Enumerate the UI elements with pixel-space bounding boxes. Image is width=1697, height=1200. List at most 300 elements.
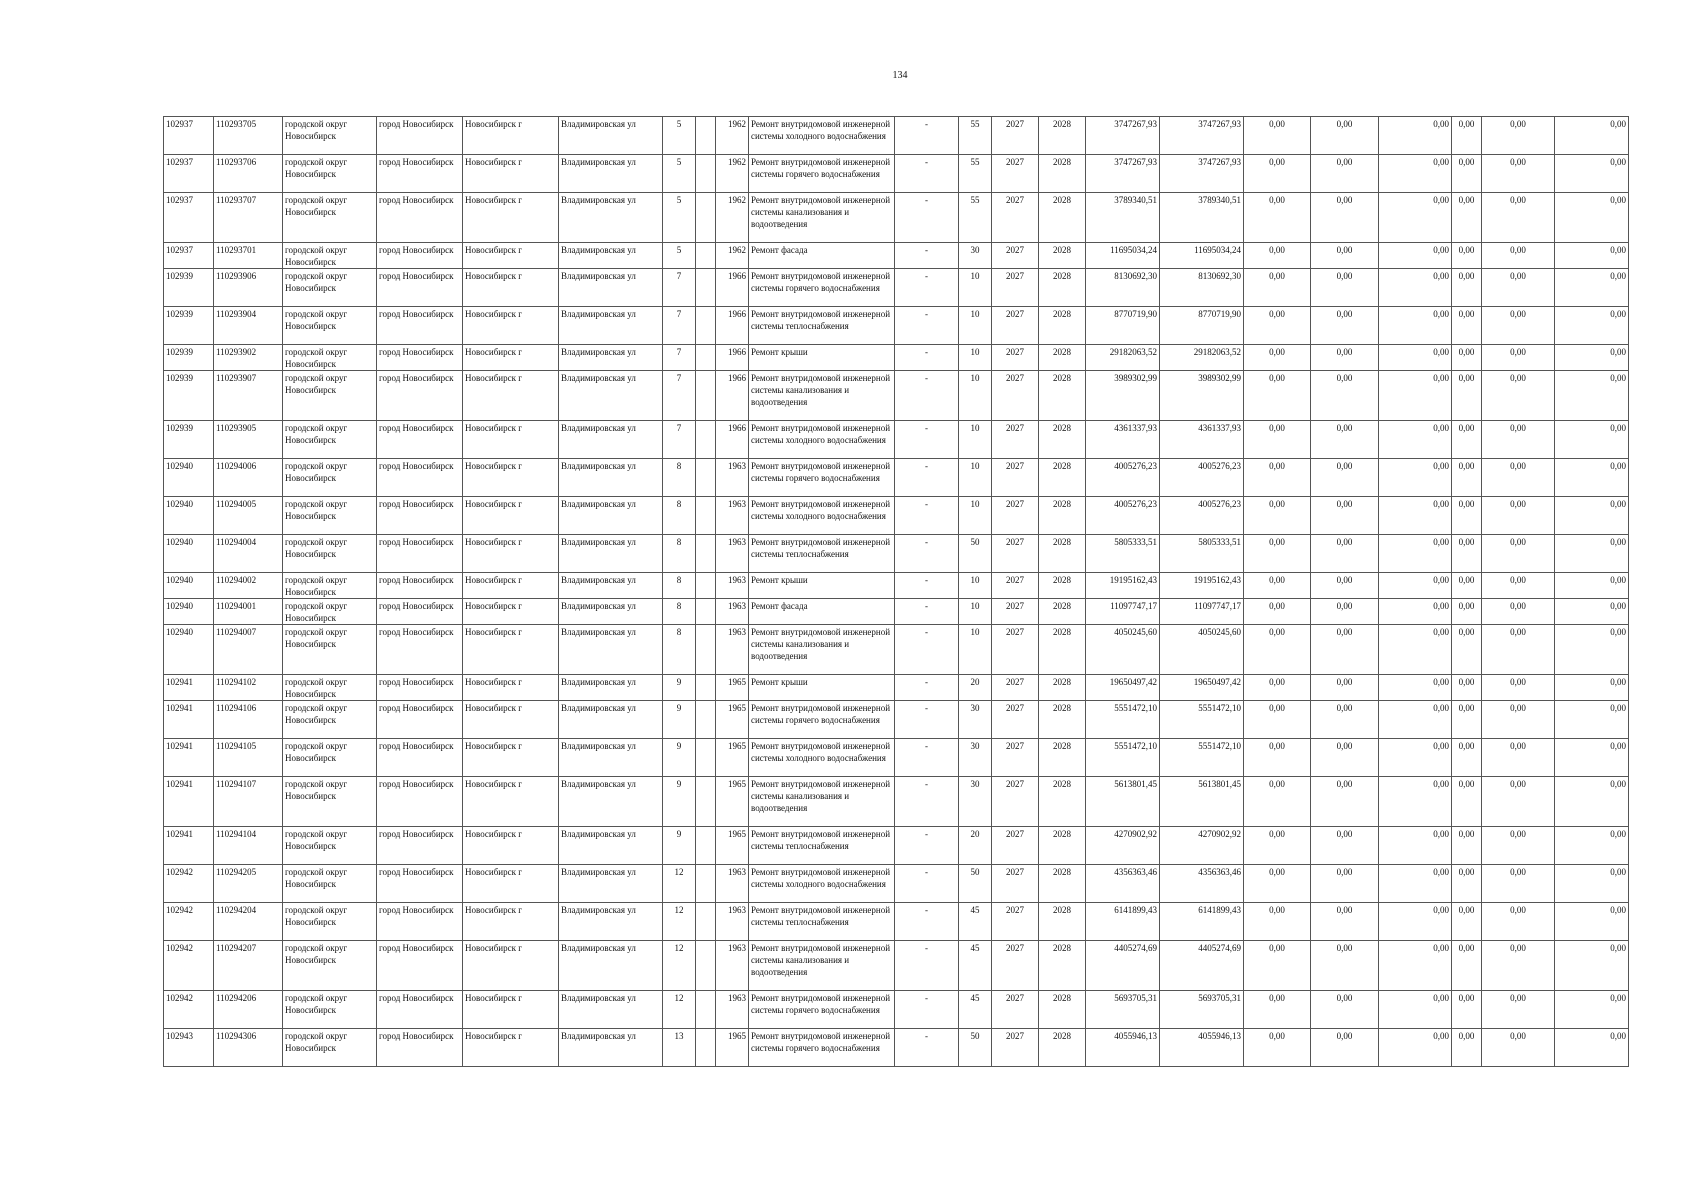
cell-fund-federal: 0,00 (1244, 701, 1311, 739)
cell-indicator: - (895, 739, 959, 777)
cell-plan-year-start: 2027 (992, 573, 1039, 599)
cell-settlement: город Новосибирск (377, 777, 463, 827)
cell-work-type: Ремонт внутридомовой инженерной системы теплоснабжения (749, 903, 895, 941)
cell-plan-year-end: 2028 (1039, 903, 1086, 941)
cell-city: Новосибирск г (463, 827, 559, 865)
cell-house-number: 12 (663, 865, 696, 903)
cell-total-cost: 4050245,60 (1086, 625, 1160, 675)
cell-work-type: Ремонт фасада (749, 243, 895, 269)
cell-street: Владимировская ул (559, 1029, 663, 1067)
cell-plan-year-end: 2028 (1039, 599, 1086, 625)
cell-fund-regional: 0,00 (1311, 941, 1379, 991)
cell-fund-regional: 0,00 (1311, 865, 1379, 903)
table-row (164, 991, 1629, 1029)
cell-fund-other: 0,00 (1482, 903, 1555, 941)
cell-settlement: город Новосибирск (377, 941, 463, 991)
cell-fund-local: 0,00 (1379, 675, 1452, 701)
cell-fund-local: 0,00 (1379, 599, 1452, 625)
cell-fund-extra: 0,00 (1555, 573, 1629, 599)
cell-settlement: город Новосибирск (377, 903, 463, 941)
cell-plan-year-start: 2027 (992, 497, 1039, 535)
cell-budget-cost: 5551472,10 (1160, 701, 1244, 739)
cell-wear-percent: 10 (959, 371, 992, 421)
cell-municipality: городской округ Новосибирск (283, 307, 377, 345)
cell-fund-owners: 0,00 (1452, 193, 1482, 243)
cell-indicator: - (895, 535, 959, 573)
cell-fund-owners: 0,00 (1452, 421, 1482, 459)
cell-fund-extra: 0,00 (1555, 155, 1629, 193)
cell-city: Новосибирск г (463, 243, 559, 269)
cell-plan-year-start: 2027 (992, 117, 1039, 155)
cell-fund-regional: 0,00 (1311, 421, 1379, 459)
cell-house-number: 8 (663, 459, 696, 497)
cell-settlement: город Новосибирск (377, 599, 463, 625)
cell-housing (696, 371, 716, 421)
cell-year-built: 1962 (716, 117, 749, 155)
cell-fund-local: 0,00 (1379, 903, 1452, 941)
cell-year-built: 1965 (716, 739, 749, 777)
cell-fund-regional: 0,00 (1311, 573, 1379, 599)
cell-municipality: городской округ Новосибирск (283, 941, 377, 991)
cell-fund-federal: 0,00 (1244, 1029, 1311, 1067)
cell-house-number: 9 (663, 827, 696, 865)
cell-city: Новосибирск г (463, 701, 559, 739)
cell-fund-owners: 0,00 (1452, 777, 1482, 827)
cell-fund-other: 0,00 (1482, 1029, 1555, 1067)
cell-street: Владимировская ул (559, 573, 663, 599)
cell-budget-cost: 5551472,10 (1160, 739, 1244, 777)
cell-budget-cost: 4005276,23 (1160, 459, 1244, 497)
cell-budget-cost: 4405274,69 (1160, 941, 1244, 991)
cell-work-type: Ремонт внутридомовой инженерной системы холодного водоснабжения (749, 865, 895, 903)
cell-plan-year-end: 2028 (1039, 573, 1086, 599)
cell-city: Новосибирск г (463, 535, 559, 573)
cell-work-id: 110294105 (214, 739, 283, 777)
cell-house-id: 102940 (164, 535, 214, 573)
cell-work-id: 110294006 (214, 459, 283, 497)
cell-total-cost: 4405274,69 (1086, 941, 1160, 991)
cell-total-cost: 4005276,23 (1086, 459, 1160, 497)
cell-work-id: 110294004 (214, 535, 283, 573)
cell-city: Новосибирск г (463, 155, 559, 193)
cell-wear-percent: 45 (959, 903, 992, 941)
cell-municipality: городской округ Новосибирск (283, 903, 377, 941)
cell-fund-extra: 0,00 (1555, 371, 1629, 421)
registry-body (164, 117, 1629, 1067)
cell-fund-extra: 0,00 (1555, 117, 1629, 155)
cell-fund-local: 0,00 (1379, 117, 1452, 155)
cell-housing (696, 675, 716, 701)
cell-house-id: 102937 (164, 193, 214, 243)
cell-fund-federal: 0,00 (1244, 345, 1311, 371)
cell-fund-extra: 0,00 (1555, 243, 1629, 269)
cell-year-built: 1965 (716, 1029, 749, 1067)
cell-year-built: 1963 (716, 459, 749, 497)
cell-total-cost: 5693705,31 (1086, 991, 1160, 1029)
cell-plan-year-end: 2028 (1039, 701, 1086, 739)
cell-plan-year-end: 2028 (1039, 1029, 1086, 1067)
cell-fund-federal: 0,00 (1244, 497, 1311, 535)
cell-city: Новосибирск г (463, 459, 559, 497)
cell-house-number: 9 (663, 701, 696, 739)
cell-total-cost: 5613801,45 (1086, 777, 1160, 827)
cell-fund-local: 0,00 (1379, 497, 1452, 535)
cell-work-id: 110294107 (214, 777, 283, 827)
cell-total-cost: 19195162,43 (1086, 573, 1160, 599)
cell-house-id: 102939 (164, 269, 214, 307)
cell-plan-year-start: 2027 (992, 941, 1039, 991)
cell-fund-other: 0,00 (1482, 625, 1555, 675)
cell-fund-local: 0,00 (1379, 827, 1452, 865)
cell-fund-local: 0,00 (1379, 701, 1452, 739)
cell-municipality: городской округ Новосибирск (283, 243, 377, 269)
cell-work-id: 110293706 (214, 155, 283, 193)
cell-fund-extra: 0,00 (1555, 421, 1629, 459)
cell-municipality: городской округ Новосибирск (283, 193, 377, 243)
cell-indicator: - (895, 827, 959, 865)
cell-year-built: 1966 (716, 307, 749, 345)
cell-street: Владимировская ул (559, 459, 663, 497)
cell-house-number: 12 (663, 903, 696, 941)
cell-fund-owners: 0,00 (1452, 307, 1482, 345)
cell-wear-percent: 10 (959, 307, 992, 345)
cell-fund-owners: 0,00 (1452, 155, 1482, 193)
cell-indicator: - (895, 371, 959, 421)
cell-wear-percent: 10 (959, 459, 992, 497)
cell-fund-federal: 0,00 (1244, 599, 1311, 625)
table-row (164, 421, 1629, 459)
cell-fund-extra: 0,00 (1555, 865, 1629, 903)
cell-plan-year-start: 2027 (992, 193, 1039, 243)
cell-municipality: городской округ Новосибирск (283, 1029, 377, 1067)
cell-house-id: 102941 (164, 675, 214, 701)
cell-wear-percent: 20 (959, 675, 992, 701)
cell-fund-extra: 0,00 (1555, 903, 1629, 941)
cell-indicator: - (895, 117, 959, 155)
cell-wear-percent: 10 (959, 421, 992, 459)
cell-fund-extra: 0,00 (1555, 625, 1629, 675)
cell-municipality: городской округ Новосибирск (283, 573, 377, 599)
cell-budget-cost: 5613801,45 (1160, 777, 1244, 827)
cell-fund-owners: 0,00 (1452, 865, 1482, 903)
cell-settlement: город Новосибирск (377, 1029, 463, 1067)
cell-total-cost: 5805333,51 (1086, 535, 1160, 573)
cell-house-id: 102942 (164, 903, 214, 941)
cell-settlement: город Новосибирск (377, 497, 463, 535)
repair-registry-table (163, 116, 1629, 1067)
cell-fund-federal: 0,00 (1244, 573, 1311, 599)
cell-total-cost: 5551472,10 (1086, 701, 1160, 739)
cell-house-id: 102940 (164, 599, 214, 625)
cell-fund-other: 0,00 (1482, 865, 1555, 903)
table-row (164, 625, 1629, 675)
cell-settlement: город Новосибирск (377, 535, 463, 573)
cell-budget-cost: 6141899,43 (1160, 903, 1244, 941)
cell-budget-cost: 19650497,42 (1160, 675, 1244, 701)
cell-fund-regional: 0,00 (1311, 701, 1379, 739)
cell-fund-other: 0,00 (1482, 497, 1555, 535)
cell-settlement: город Новосибирск (377, 193, 463, 243)
cell-total-cost: 4356363,46 (1086, 865, 1160, 903)
cell-city: Новосибирск г (463, 307, 559, 345)
cell-house-number: 8 (663, 497, 696, 535)
cell-work-type: Ремонт крыши (749, 675, 895, 701)
cell-fund-regional: 0,00 (1311, 459, 1379, 497)
cell-total-cost: 3747267,93 (1086, 117, 1160, 155)
cell-settlement: город Новосибирск (377, 827, 463, 865)
table-row (164, 193, 1629, 243)
cell-housing (696, 243, 716, 269)
cell-work-id: 110293701 (214, 243, 283, 269)
cell-plan-year-end: 2028 (1039, 459, 1086, 497)
table-row (164, 243, 1629, 269)
cell-municipality: городской округ Новосибирск (283, 269, 377, 307)
cell-house-id: 102940 (164, 625, 214, 675)
cell-municipality: городской округ Новосибирск (283, 865, 377, 903)
cell-plan-year-end: 2028 (1039, 991, 1086, 1029)
cell-plan-year-start: 2027 (992, 371, 1039, 421)
cell-wear-percent: 10 (959, 269, 992, 307)
cell-fund-owners: 0,00 (1452, 701, 1482, 739)
cell-municipality: городской округ Новосибирск (283, 675, 377, 701)
table-row (164, 117, 1629, 155)
table-row (164, 307, 1629, 345)
cell-year-built: 1966 (716, 269, 749, 307)
cell-settlement: город Новосибирск (377, 269, 463, 307)
cell-city: Новосибирск г (463, 675, 559, 701)
cell-fund-extra: 0,00 (1555, 599, 1629, 625)
cell-house-number: 5 (663, 193, 696, 243)
cell-year-built: 1963 (716, 903, 749, 941)
cell-house-number: 12 (663, 941, 696, 991)
cell-city: Новосибирск г (463, 865, 559, 903)
cell-fund-other: 0,00 (1482, 269, 1555, 307)
cell-work-id: 110294206 (214, 991, 283, 1029)
cell-budget-cost: 19195162,43 (1160, 573, 1244, 599)
cell-fund-local: 0,00 (1379, 573, 1452, 599)
cell-housing (696, 345, 716, 371)
cell-fund-federal: 0,00 (1244, 155, 1311, 193)
cell-plan-year-end: 2028 (1039, 739, 1086, 777)
cell-work-id: 110293905 (214, 421, 283, 459)
table-row (164, 941, 1629, 991)
cell-work-id: 110294306 (214, 1029, 283, 1067)
cell-year-built: 1962 (716, 155, 749, 193)
cell-fund-regional: 0,00 (1311, 625, 1379, 675)
cell-work-id: 110294104 (214, 827, 283, 865)
cell-fund-other: 0,00 (1482, 459, 1555, 497)
cell-street: Владимировская ул (559, 535, 663, 573)
cell-fund-other: 0,00 (1482, 117, 1555, 155)
cell-plan-year-start: 2027 (992, 599, 1039, 625)
cell-work-type: Ремонт внутридомовой инженерной системы канализования и водоотведения (749, 193, 895, 243)
cell-house-number: 5 (663, 117, 696, 155)
cell-total-cost: 11097747,17 (1086, 599, 1160, 625)
cell-fund-other: 0,00 (1482, 991, 1555, 1029)
cell-plan-year-start: 2027 (992, 269, 1039, 307)
cell-budget-cost: 5693705,31 (1160, 991, 1244, 1029)
cell-street: Владимировская ул (559, 827, 663, 865)
cell-street: Владимировская ул (559, 117, 663, 155)
cell-total-cost: 8130692,30 (1086, 269, 1160, 307)
cell-city: Новосибирск г (463, 599, 559, 625)
cell-fund-local: 0,00 (1379, 345, 1452, 371)
cell-fund-other: 0,00 (1482, 307, 1555, 345)
cell-indicator: - (895, 193, 959, 243)
cell-housing (696, 941, 716, 991)
cell-fund-other: 0,00 (1482, 777, 1555, 827)
cell-fund-federal: 0,00 (1244, 269, 1311, 307)
cell-fund-local: 0,00 (1379, 777, 1452, 827)
cell-city: Новосибирск г (463, 941, 559, 991)
cell-city: Новосибирск г (463, 1029, 559, 1067)
cell-housing (696, 535, 716, 573)
cell-fund-federal: 0,00 (1244, 421, 1311, 459)
cell-housing (696, 865, 716, 903)
cell-total-cost: 5551472,10 (1086, 739, 1160, 777)
cell-settlement: город Новосибирск (377, 739, 463, 777)
cell-municipality: городской округ Новосибирск (283, 421, 377, 459)
cell-budget-cost: 29182063,52 (1160, 345, 1244, 371)
cell-fund-owners: 0,00 (1452, 991, 1482, 1029)
cell-housing (696, 573, 716, 599)
cell-city: Новосибирск г (463, 903, 559, 941)
cell-housing (696, 599, 716, 625)
cell-fund-regional: 0,00 (1311, 155, 1379, 193)
cell-plan-year-start: 2027 (992, 777, 1039, 827)
table-row (164, 599, 1629, 625)
cell-fund-local: 0,00 (1379, 421, 1452, 459)
table-row (164, 497, 1629, 535)
cell-city: Новосибирск г (463, 371, 559, 421)
cell-fund-regional: 0,00 (1311, 193, 1379, 243)
cell-fund-other: 0,00 (1482, 345, 1555, 371)
cell-indicator: - (895, 573, 959, 599)
cell-settlement: город Новосибирск (377, 155, 463, 193)
cell-work-id: 110294002 (214, 573, 283, 599)
cell-municipality: городской округ Новосибирск (283, 497, 377, 535)
cell-total-cost: 3747267,93 (1086, 155, 1160, 193)
cell-house-id: 102942 (164, 865, 214, 903)
cell-budget-cost: 8130692,30 (1160, 269, 1244, 307)
cell-house-number: 8 (663, 625, 696, 675)
cell-fund-owners: 0,00 (1452, 243, 1482, 269)
cell-fund-extra: 0,00 (1555, 701, 1629, 739)
cell-settlement: город Новосибирск (377, 117, 463, 155)
cell-fund-federal: 0,00 (1244, 739, 1311, 777)
cell-work-type: Ремонт внутридомовой инженерной системы холодного водоснабжения (749, 421, 895, 459)
cell-fund-regional: 0,00 (1311, 371, 1379, 421)
cell-plan-year-start: 2027 (992, 903, 1039, 941)
cell-municipality: городской округ Новосибирск (283, 155, 377, 193)
cell-fund-local: 0,00 (1379, 739, 1452, 777)
cell-plan-year-start: 2027 (992, 739, 1039, 777)
cell-plan-year-start: 2027 (992, 701, 1039, 739)
cell-budget-cost: 4361337,93 (1160, 421, 1244, 459)
cell-year-built: 1966 (716, 421, 749, 459)
cell-fund-federal: 0,00 (1244, 459, 1311, 497)
cell-settlement: город Новосибирск (377, 307, 463, 345)
cell-fund-regional: 0,00 (1311, 117, 1379, 155)
cell-fund-regional: 0,00 (1311, 1029, 1379, 1067)
cell-house-number: 12 (663, 991, 696, 1029)
cell-fund-extra: 0,00 (1555, 345, 1629, 371)
cell-fund-owners: 0,00 (1452, 459, 1482, 497)
cell-indicator: - (895, 903, 959, 941)
cell-wear-percent: 50 (959, 535, 992, 573)
cell-year-built: 1963 (716, 941, 749, 991)
cell-plan-year-start: 2027 (992, 991, 1039, 1029)
cell-street: Владимировская ул (559, 865, 663, 903)
cell-fund-regional: 0,00 (1311, 827, 1379, 865)
cell-fund-regional: 0,00 (1311, 307, 1379, 345)
cell-house-number: 8 (663, 599, 696, 625)
cell-fund-local: 0,00 (1379, 535, 1452, 573)
cell-city: Новосибирск г (463, 345, 559, 371)
cell-budget-cost: 3747267,93 (1160, 117, 1244, 155)
cell-plan-year-end: 2028 (1039, 625, 1086, 675)
cell-indicator: - (895, 701, 959, 739)
cell-fund-other: 0,00 (1482, 675, 1555, 701)
cell-fund-owners: 0,00 (1452, 903, 1482, 941)
table-row (164, 345, 1629, 371)
cell-fund-extra: 0,00 (1555, 941, 1629, 991)
cell-fund-other: 0,00 (1482, 155, 1555, 193)
table-row (164, 739, 1629, 777)
cell-fund-owners: 0,00 (1452, 345, 1482, 371)
cell-budget-cost: 5805333,51 (1160, 535, 1244, 573)
cell-wear-percent: 10 (959, 345, 992, 371)
cell-city: Новосибирск г (463, 193, 559, 243)
cell-work-id: 110293907 (214, 371, 283, 421)
cell-fund-regional: 0,00 (1311, 599, 1379, 625)
cell-year-built: 1966 (716, 371, 749, 421)
cell-indicator: - (895, 675, 959, 701)
cell-work-type: Ремонт внутридомовой инженерной системы горячего водоснабжения (749, 155, 895, 193)
cell-work-id: 110294005 (214, 497, 283, 535)
cell-fund-extra: 0,00 (1555, 777, 1629, 827)
cell-budget-cost: 8770719,90 (1160, 307, 1244, 345)
cell-city: Новосибирск г (463, 991, 559, 1029)
table-row (164, 701, 1629, 739)
cell-plan-year-end: 2028 (1039, 117, 1086, 155)
cell-housing (696, 739, 716, 777)
cell-house-id: 102940 (164, 573, 214, 599)
cell-house-id: 102941 (164, 701, 214, 739)
cell-wear-percent: 30 (959, 243, 992, 269)
cell-work-id: 110293904 (214, 307, 283, 345)
cell-total-cost: 3789340,51 (1086, 193, 1160, 243)
cell-total-cost: 4361337,93 (1086, 421, 1160, 459)
cell-indicator: - (895, 421, 959, 459)
cell-fund-regional: 0,00 (1311, 991, 1379, 1029)
cell-city: Новосибирск г (463, 739, 559, 777)
cell-budget-cost: 3747267,93 (1160, 155, 1244, 193)
cell-wear-percent: 55 (959, 117, 992, 155)
cell-fund-local: 0,00 (1379, 155, 1452, 193)
cell-street: Владимировская ул (559, 307, 663, 345)
cell-indicator: - (895, 497, 959, 535)
cell-plan-year-end: 2028 (1039, 155, 1086, 193)
cell-fund-local: 0,00 (1379, 625, 1452, 675)
cell-fund-extra: 0,00 (1555, 193, 1629, 243)
cell-year-built: 1962 (716, 193, 749, 243)
cell-total-cost: 19650497,42 (1086, 675, 1160, 701)
cell-year-built: 1963 (716, 625, 749, 675)
cell-work-id: 110293902 (214, 345, 283, 371)
cell-house-number: 9 (663, 675, 696, 701)
cell-work-type: Ремонт внутридомовой инженерной системы холодного водоснабжения (749, 497, 895, 535)
